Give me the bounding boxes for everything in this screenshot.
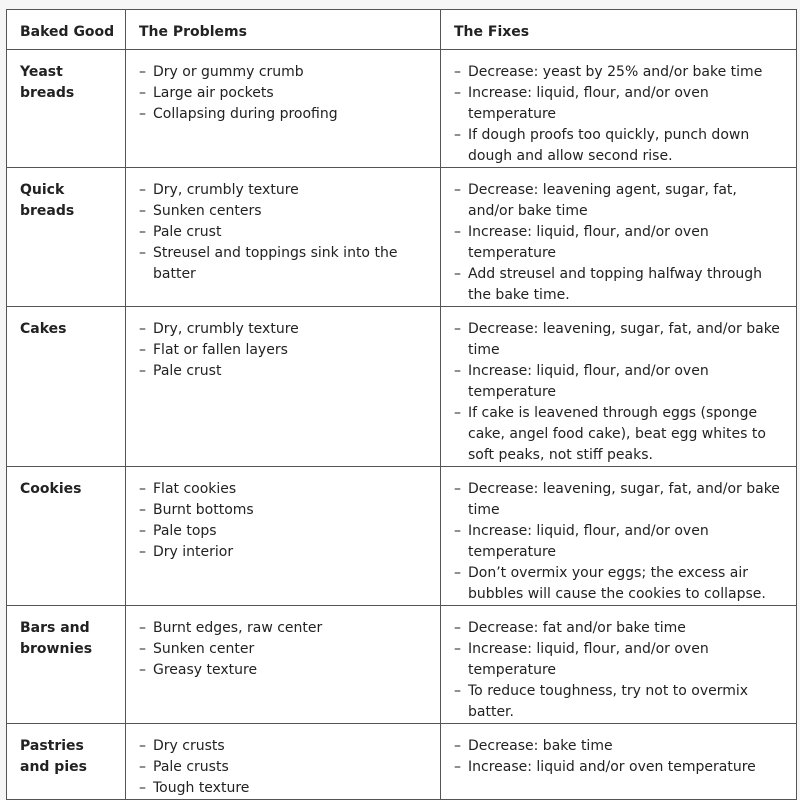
- problem-item: – Streusel and toppings sink into the batter: [139, 243, 430, 285]
- problem-item: – Burnt edges, raw center: [139, 618, 430, 639]
- problem-item: – Dry interior: [139, 542, 430, 563]
- problems-cell: [126, 724, 441, 800]
- table-header-row: [7, 10, 797, 50]
- problem-item: – Dry, crumbly texture: [139, 319, 430, 340]
- fix-item: – If cake is leavened through eggs (sponge cake, angel food cake), beat egg whites to soft peaks, not stiff peaks.: [454, 403, 786, 466]
- problem-item: – Sunken centers: [139, 201, 430, 222]
- fix-item: – Decrease: leavening, sugar, fat, and/or bake time: [454, 319, 786, 361]
- fix-item: – Decrease: bake time: [454, 736, 786, 757]
- problem-item: – Sunken center: [139, 639, 430, 660]
- problem-item: – Pale crust: [139, 222, 430, 243]
- table-row: [7, 467, 797, 606]
- problems-cell: [126, 467, 441, 606]
- problem-item: – Greasy texture: [139, 660, 430, 681]
- problem-item: – Pale tops: [139, 521, 430, 542]
- problem-item: – Dry, crumbly texture: [139, 180, 430, 201]
- fixes-list: [454, 180, 786, 306]
- baked-good-cell: [7, 724, 126, 800]
- fix-item: – Add streusel and topping halfway through the bake time.: [454, 264, 786, 306]
- fixes-cell: [441, 168, 797, 307]
- fixes-cell: [441, 467, 797, 606]
- header-problems: The Problems: [126, 10, 441, 50]
- problem-item: – Large air pockets: [139, 83, 430, 104]
- problems-cell: [126, 168, 441, 307]
- table-body: [7, 50, 797, 800]
- fixes-cell: [441, 606, 797, 724]
- baked-good-cell: [7, 50, 126, 168]
- fixes-list: [454, 319, 786, 466]
- fix-item: – Increase: liquid, flour, and/or oven temperature: [454, 83, 786, 125]
- fixes-list: [454, 736, 786, 778]
- fixes-cell: [441, 307, 797, 467]
- problem-item: – Dry crusts: [139, 736, 430, 757]
- fix-item: – Decrease: leavening agent, sugar, fat, and/or bake time: [454, 180, 786, 222]
- fix-item: – Increase: liquid and/or oven temperature: [454, 757, 786, 778]
- fix-item: – Decrease: leavening, sugar, fat, and/or bake time: [454, 479, 786, 521]
- problems-list: [139, 736, 430, 799]
- problem-item: – Collapsing during proofing: [139, 104, 430, 125]
- header-baked-good: Baked Good: [7, 10, 126, 50]
- problems-cell: [126, 50, 441, 168]
- table-row: [7, 168, 797, 307]
- fixes-list: [454, 618, 786, 723]
- problems-list: [139, 62, 430, 125]
- fix-item: – Increase: liquid, flour, and/or oven temperature: [454, 361, 786, 403]
- problems-list: [139, 479, 430, 563]
- problem-item: – Pale crust: [139, 361, 430, 382]
- problem-item: – Pale crusts: [139, 757, 430, 778]
- baked-good-name: Bars and brownies: [20, 620, 93, 657]
- fix-item: – Increase: liquid, flour, and/or oven temperature: [454, 521, 786, 563]
- fix-item: – To reduce toughness, try not to overmix batter.: [454, 681, 786, 723]
- fix-item: – Increase: liquid, flour, and/or oven temperature: [454, 639, 786, 681]
- fix-item: – Don’t overmix your eggs; the excess air bubbles will cause the cookies to collapse.: [454, 563, 786, 605]
- baked-good-name: Pastries and pies: [20, 738, 87, 775]
- troubleshooting-table: [6, 9, 797, 800]
- fixes-cell: [441, 724, 797, 800]
- table-row: [7, 50, 797, 168]
- baked-good-name: Cakes: [20, 321, 67, 337]
- problems-cell: [126, 307, 441, 467]
- baked-good-name: Yeast breads: [20, 64, 75, 101]
- fix-item: – Decrease: yeast by 25% and/or bake time: [454, 62, 786, 83]
- baked-good-cell: [7, 168, 126, 307]
- problem-item: – Dry or gummy crumb: [139, 62, 430, 83]
- problem-item: – Burnt bottoms: [139, 500, 430, 521]
- problems-list: [139, 319, 430, 382]
- problem-item: – Tough texture: [139, 778, 430, 799]
- baked-good-name: Cookies: [20, 481, 82, 497]
- problems-cell: [126, 606, 441, 724]
- table-row: [7, 307, 797, 467]
- baked-good-cell: [7, 307, 126, 467]
- problems-list: [139, 180, 430, 285]
- fixes-cell: [441, 50, 797, 168]
- problem-item: – Flat cookies: [139, 479, 430, 500]
- table-row: [7, 606, 797, 724]
- fixes-list: [454, 479, 786, 605]
- baked-good-cell: [7, 467, 126, 606]
- fixes-list: [454, 62, 786, 167]
- fix-item: – If dough proofs too quickly, punch down dough and allow second rise.: [454, 125, 786, 167]
- baked-good-name: Quick breads: [20, 182, 75, 219]
- fix-item: – Increase: liquid, flour, and/or oven temperature: [454, 222, 786, 264]
- fix-item: – Decrease: fat and/or bake time: [454, 618, 786, 639]
- baked-good-cell: [7, 606, 126, 724]
- problem-item: – Flat or fallen layers: [139, 340, 430, 361]
- header-fixes: The Fixes: [441, 10, 797, 50]
- table-row: [7, 724, 797, 800]
